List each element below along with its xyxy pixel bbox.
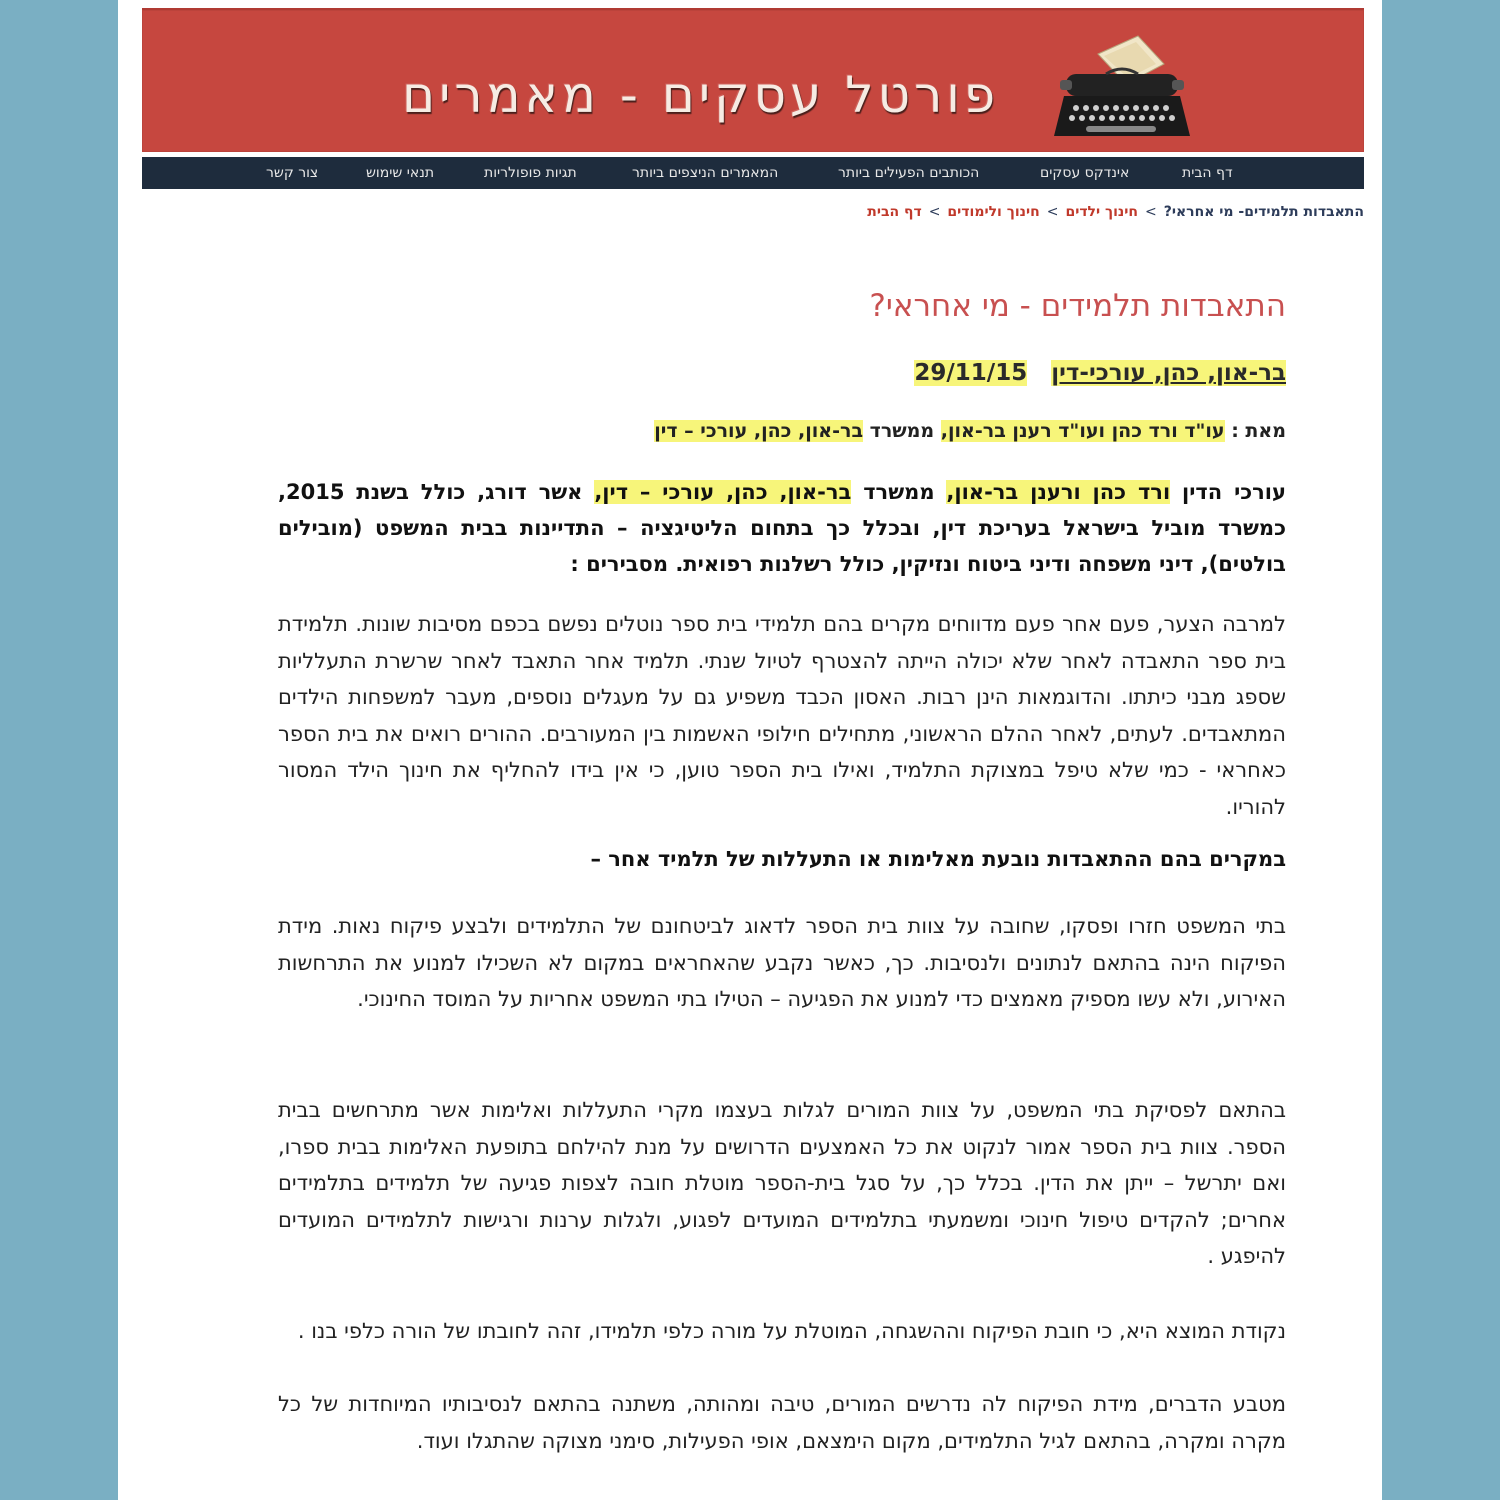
site-banner[interactable] — [142, 8, 1364, 152]
breadcrumb-current: התאבדות תלמידים- מי אחראי? — [1163, 204, 1364, 220]
nav-item-home[interactable]: דף הבית — [1182, 165, 1233, 181]
nav-item-popular-tags[interactable]: תגיות פופולריות — [484, 165, 577, 181]
nav-item-contact[interactable]: צור קשר — [266, 165, 319, 181]
breadcrumb-home[interactable]: דף הבית — [867, 204, 922, 220]
intro-office: בר-און, כהן, עורכי – דין, — [594, 480, 852, 504]
breadcrumb-separator: > — [1046, 204, 1059, 220]
nav-item-most-viewed[interactable]: המאמרים הניצפים ביותר — [632, 165, 779, 181]
paragraph-2: בתי המשפט חזרו ופסקו, שחובה על צוות בית הספר לדאוג לביטחונם של התלמידים ולבצע פיקוח נאות. מידת הפיקוח הינה בהתאם לנתונים ולנסיבות. כך, כאשר נקבע שהאחראים במקום לא השכילו למנוע את התרחשות האירוע, ולא עשו מספיק מאמצים כדי למנוע את הפגיעה – הטילו בתי המשפט אחריות על המוסד החינוכי. — [278, 914, 1286, 1011]
nav-item-business-index[interactable]: אינדקס עסקים — [1040, 165, 1130, 181]
byline-office: בר-און, כהן, עורכי – דין — [654, 420, 864, 442]
paragraph-4: נקודת המוצא היא, כי חובת הפיקוח וההשגחה, המוטלת על מורה כלפי תלמידו, זהה לחובתו של הורה כלפי בנו . — [297, 1319, 1286, 1343]
breadcrumb — [867, 200, 1364, 224]
intro-office-word: ממשרד — [863, 480, 935, 504]
typewriter-icon — [1046, 24, 1196, 148]
paragraph-3: בהתאם לפסיקת בתי המשפט, על צוות המורים לגלות בעצמו מקרי התעללות ואלימות אשר מתרחשים בבית הספר. צוות בית הספר אמור לנקוט את כל האמצעים הדרושים על מנת להילחם בתופעת האלימות בבית ספרו, ואם יתרשל – ייתן את הדין. בכלל כך, על סגל בית-הספר מוטלת חובה לצפות פגיעה של תלמידים בתלמידים אחרים; להקדים טיפול חינוכי ומשמעתי בתלמידים המועדים לפגוע, ולגלות ערנות ורגישות לתלמידים המועדים להיפגע . — [278, 1098, 1286, 1268]
paragraph-1: למרבה הצער, פעם אחר פעם מדווחים מקרים בהם תלמידי בית ספר נוטלים נפשם בכפם מסיבות שונות. תלמידת בית ספר התאבדה לאחר שלא יכולה הייתה להצטרף לטיול שנתי. תלמיד אחר התאבד לאחר שרשרת התעלליות שספג מבני כיתתו. והדוגמאות הינן רבות. האסון הכבד משפיע גם על מעגלים נוספים, מעבר למשפחות הילדים המתאבדים. לעתים, לאחר ההלם הראשוני, מתחילים חילופי האשמות בין המעורבים. ההורים רואים את בית הספר כאחראי - כמי שלא טיפל במצוקת התלמיד, ואילו בית הספר טוען, כי אין בידו להחליף את חינוך הילד המסור להוריו. — [278, 612, 1286, 819]
paragraph-5: מטבע הדברים, מידת הפיקוח לה נדרשים המורים, טיבה ומהותה, משתנה בהתאם לנסיבותיו המיוחדות של כל מקרה ומקרה, בהתאם לגיל התלמידים, מקום הימצאם, אופי הפעילות, סימני מצוקה שהתגלו ועוד. — [278, 1392, 1286, 1453]
article-date: 29/11/15 — [914, 360, 1028, 386]
intro-names: ורד כהן ורענן בר-און, — [946, 480, 1171, 504]
intro-prefix: עורכי הדין — [1182, 480, 1286, 504]
intro-rest: אשר דורג, כולל בשנת 2015, כמשרד מוביל בישראל בעריכת דין, ובכלל כך בתחום הליטיגציה – התדיינות בבית המשפט (מובילים בולטים), דיני משפחה ודיני ביטוח ונזיקין, כולל רשלנות רפואית. מסבירים : — [278, 480, 1286, 576]
article-intro — [278, 474, 1286, 582]
byline-names: עו"ד ורד כהן ועו"ד רענן בר-און, — [940, 420, 1225, 442]
author-link[interactable]: בר-און, כהן, עורכי-דין — [1051, 360, 1286, 386]
article-subheading: במקרים בהם ההתאבדות נובעת מאלימות או התעללות של תלמיד אחר – — [590, 847, 1286, 871]
nav-item-active-writers[interactable]: הכותבים הפעילים ביותר — [838, 165, 980, 181]
breadcrumb-child-education[interactable]: חינוך ילדים — [1065, 204, 1138, 220]
page-sheet — [118, 0, 1382, 1500]
article-byline — [278, 420, 1286, 452]
main-navbar — [142, 157, 1364, 189]
breadcrumb-separator: > — [1145, 204, 1157, 220]
byline-office-word: ממשרד — [869, 420, 935, 442]
article-meta — [278, 360, 1286, 396]
breadcrumb-separator: > — [928, 204, 941, 220]
breadcrumb-education[interactable]: חינוך ולימודים — [947, 204, 1040, 220]
from-label: מאת : — [1231, 420, 1286, 442]
article-title: התאבדות תלמידים - מי אחראי? — [869, 288, 1286, 324]
site-title: פורטל עסקים - מאמרים — [402, 66, 1000, 124]
nav-item-terms[interactable]: תנאי שימוש — [366, 165, 435, 181]
